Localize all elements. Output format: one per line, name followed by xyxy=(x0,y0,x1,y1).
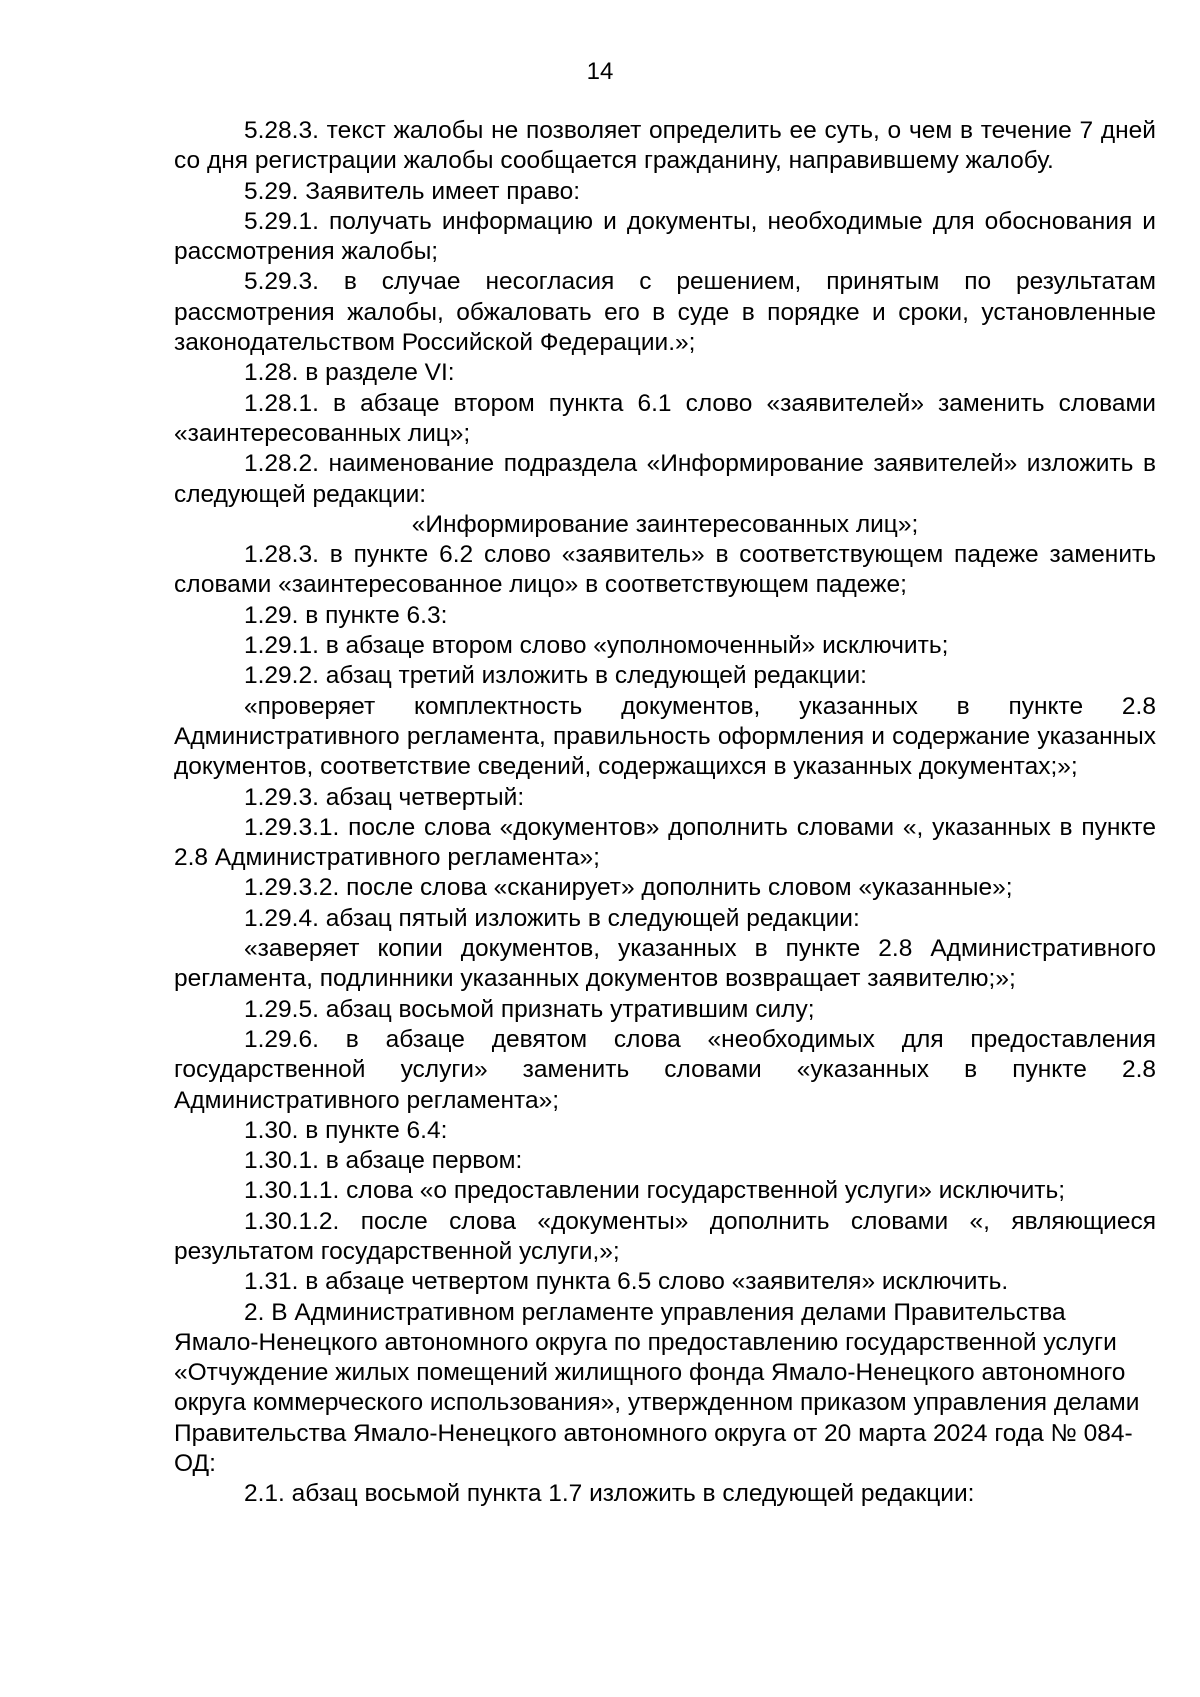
paragraph-2: 2. В Административном регламенте управления делами Правительства Ямало-Ненецкого автономного округа по предоставлению государственной услуги «Отчуждение жилых помещений жилищного фонда Ямало-Ненецкого автономного округа коммерческого использования», утвержденном приказом управления делами Правительства Ямало-Ненецкого автономного округа от 20 марта 2024 года № 084-ОД: xyxy=(174,1298,1140,1478)
paragraph-1-30-1-2: 1.30.1.2. после слова «документы» дополнить словами «, являющиеся результатом государственной услуги,»; xyxy=(174,1207,1156,1265)
paragraph-2-1: 2.1. абзац восьмой пункта 1.7 изложить в следующей редакции: xyxy=(244,1480,975,1508)
paragraph-1-28-3: 1.28.3. в пункте 6.2 слово «заявитель» в соответствующем падеже заменить словами «заинтересованное лицо» в соответствующем падеже; xyxy=(174,541,1156,599)
paragraph-1-29: 1.29. в пункте 6.3: xyxy=(244,601,448,629)
paragraph-1-29-5: 1.29.5. абзац восьмой признать утратившим силу; xyxy=(244,995,815,1023)
paragraph-1-29-1: 1.29.1. в абзаце втором слово «уполномоченный» исключить; xyxy=(244,632,949,660)
paragraph-5-29: 5.29. Заявитель имеет право: xyxy=(244,177,581,205)
paragraph-quote-checks: «проверяет комплектность документов, указанных в пункте 2.8 Административного регламента, правильность оформления и содержание указанных документов, соответствие сведений, содержащихся в указанных документах;»; xyxy=(174,692,1156,781)
paragraph-1-28: 1.28. в разделе VI: xyxy=(244,359,455,387)
paragraph-1-28-2: 1.28.2. наименование подраздела «Информирование заявителей» изложить в следующей редакции: xyxy=(174,450,1156,508)
paragraph-1-28-1: 1.28.1. в абзаце втором пункта 6.1 слово «заявителей» заменить словами «заинтересованных лиц»; xyxy=(174,389,1156,447)
paragraph-1-29-6: 1.29.6. в абзаце девятом слова «необходимых для предоставления государственной услуги» заменить словами «указанных в пункте 2.8 Административного регламента»; xyxy=(174,1025,1156,1114)
paragraph-1-29-3-2: 1.29.3.2. после слова «сканирует» дополнить словом «указанные»; xyxy=(244,874,1013,902)
paragraph-1-29-3: 1.29.3. абзац четвертый: xyxy=(244,783,525,811)
paragraph-quote-certifies: «заверяет копии документов, указанных в пункте 2.8 Административного регламента, подлинники указанных документов возвращает заявителю;»; xyxy=(174,935,1156,993)
paragraph-1-30: 1.30. в пункте 6.4: xyxy=(244,1116,448,1144)
page-number: 14 xyxy=(586,58,614,85)
paragraph-5-29-3: 5.29.3. в случае несогласия с решением, принятым по результатам рассмотрения жалобы, обжаловать его в суде в порядке и сроки, установленные законодательством Российской Федерации.»; xyxy=(174,268,1156,357)
paragraph-5-29-1: 5.29.1. получать информацию и документы, необходимые для обоснования и рассмотрения жалобы; xyxy=(174,207,1156,266)
paragraph-1-30-1: 1.30.1. в абзаце первом: xyxy=(244,1147,523,1175)
document-body xyxy=(174,116,1156,1510)
paragraph-1-29-3-1: 1.29.3.1. после слова «документов» дополнить словами «, указанных в пункте 2.8 Административного регламента»; xyxy=(174,813,1156,872)
paragraph-1-31: 1.31. в абзаце четвертом пункта 6.5 слово «заявителя» исключить. xyxy=(244,1268,1009,1296)
paragraph-5-28-3: 5.28.3. текст жалобы не позволяет определить ее суть, о чем в течение 7 дней со дня регистрации жалобы сообщается гражданину, направившему жалобу. xyxy=(174,117,1156,175)
paragraph-1-29-4: 1.29.4. абзац пятый изложить в следующей редакции: xyxy=(244,904,860,932)
paragraph-1-29-2: 1.29.2. абзац третий изложить в следующей редакции: xyxy=(244,662,867,690)
paragraph-subsection-title: «Информирование заинтересованных лиц»; xyxy=(411,510,919,538)
paragraph-1-30-1-1: 1.30.1.1. слова «о предоставлении государственной услуги» исключить; xyxy=(244,1177,1066,1205)
